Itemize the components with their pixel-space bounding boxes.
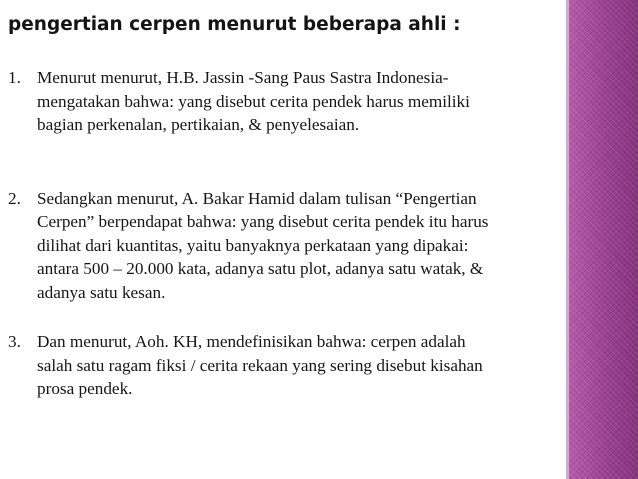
list-item-line: antara 500 – 20.000 kata, adanya satu plot, adanya satu watak, &	[37, 259, 484, 278]
list-item-line: prosa pendek.	[37, 379, 133, 398]
list-item-line: Sedangkan menurut, A. Bakar Hamid dalam tulisan “Pengertian	[37, 188, 477, 208]
slide-title: pengertian cerpen menurut beberapa ahli :	[8, 14, 461, 35]
list-item-number: 1.	[8, 68, 21, 87]
list-item-line: Menurut menurut, H.B. Jassin -Sang Paus Sastra Indonesia-	[37, 68, 449, 87]
list-item-number: 3.	[8, 332, 21, 351]
definitions-list	[0, 66, 620, 427]
list-item-line: mengatakan bahwa: yang disebut cerita pendek harus memiliki	[37, 91, 470, 111]
list-item-line: salah satu ragam fiksi / cerita rekaan yang sering disebut kisahan	[37, 355, 483, 375]
list-item	[0, 66, 620, 137]
list-item	[0, 187, 620, 305]
list-item-line: Dan menurut, Aoh. KH, mendefinisikan bahwa: cerpen adalah	[37, 332, 466, 351]
list-item-line: dilihat dari kuantitas, yaitu banyaknya perkataan yang dipakai:	[37, 235, 469, 255]
list-item-number: 2.	[8, 188, 21, 208]
list-item-line: adanya satu kesan.	[37, 282, 166, 302]
list-item-line: bagian perkenalan, pertikaian, & penyelesaian.	[37, 115, 360, 134]
list-item	[0, 330, 620, 401]
list-item-line: Cerpen” berpendapat bahwa: yang disebut cerita pendek itu harus	[37, 212, 489, 231]
